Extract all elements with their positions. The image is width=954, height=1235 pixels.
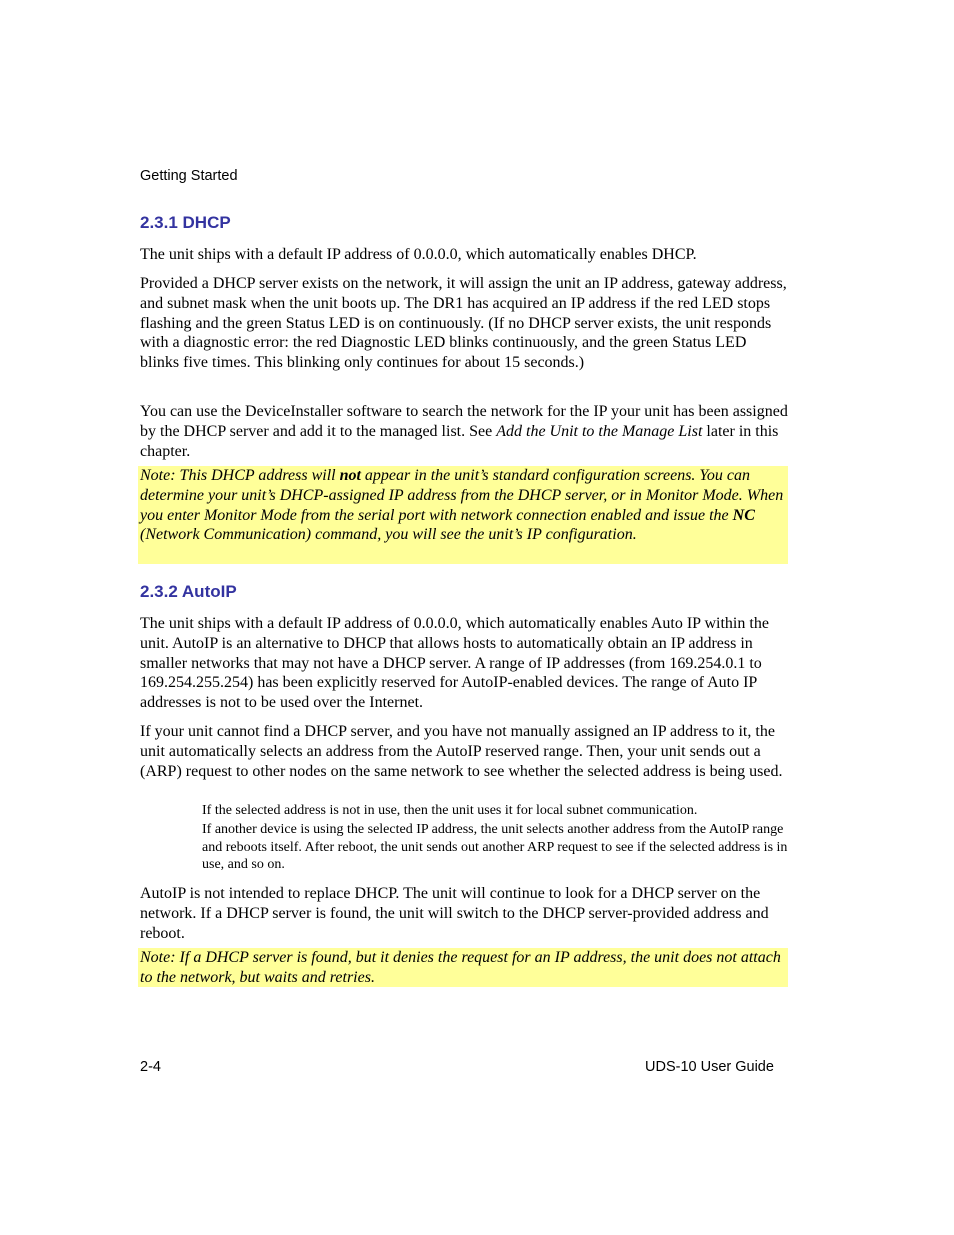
paragraph-text: You can use the DeviceInstaller software to search the network for the IP your unit has been assigned by the DHCP server and add it to the managed list. See bbox=[140, 403, 788, 440]
list-item: If the selected address is not in use, then the unit uses it for local subnet communication. bbox=[202, 803, 698, 818]
note-command: NC bbox=[732, 506, 755, 524]
cross-reference-link[interactable]: Add the Unit to the Manage List bbox=[496, 422, 703, 440]
running-header: Getting Started bbox=[140, 168, 238, 184]
document-title: UDS-10 User Guide bbox=[645, 1059, 774, 1075]
note-emphasis: not bbox=[339, 467, 361, 484]
paragraph: AutoIP is not intended to replace DHCP. The unit will continue to look for a DHCP server on the network. If a DHCP server is found, the unit will switch to the DHCP server-provided address and reboot. bbox=[140, 885, 769, 942]
paragraph: If your unit cannot find a DHCP server, and you have not manually assigned an IP address to it, the unit automatically selects an address from the AutoIP reserved range. Then, your unit sends out a (ARP) request to other nodes on the same network to see whether the selected address is being used. bbox=[140, 723, 783, 780]
page-number: 2-4 bbox=[140, 1059, 161, 1075]
list-item: If another device is using the selected IP address, the unit selects another address from the AutoIP range and reboots itself. After reboot, the unit sends out another ARP request to see if the selected address is in use, and so on. bbox=[202, 822, 788, 873]
paragraph-text: later in this chapter. bbox=[140, 422, 779, 460]
note-text: appear in the unit’s standard configuration screens. You can determine your unit’s DHCP-assigned IP address from the DHCP server, or in Monitor Mode. When you enter Monitor Mode from the serial port with network connection enabled and issue the bbox=[140, 467, 784, 524]
paragraph bbox=[140, 402, 788, 461]
section-heading-autoip: 2.3.2 AutoIP bbox=[140, 582, 237, 601]
paragraph: Provided a DHCP server exists on the network, it will assign the unit an IP address, gateway address, and subnet mask when the unit boots up. The DR1 has acquired an IP address if the red LED stops flashing and the green Status LED is on continuously. (If no DHCP server exists, the unit responds with a diagnostic error: the red Diagnostic LED blinks continuously, and the green Status LED blinks five times. This blinking only continues for about 15 seconds.) bbox=[140, 275, 787, 372]
note-highlight: Note: If a DHCP server is found, but it denies the request for an IP address, the unit does not attach to the network, but waits and retries. bbox=[138, 948, 788, 987]
paragraph: The unit ships with a default IP address of 0.0.0.0, which automatically enables Auto IP within the unit. AutoIP is an alternative to DHCP that allows hosts to automatically obtain an IP address in smaller networks that may not have a DHCP server. A range of IP addresses (from 169.254.0.1 to 169.254.255.254) has been explicitly reserved for AutoIP-enabled devices. The range of Auto IP addresses is not to be used over the Internet. bbox=[140, 615, 769, 712]
note-text: Note: This DHCP address will bbox=[140, 467, 340, 484]
note-highlight bbox=[138, 466, 788, 564]
note-text: (Network Communication) command, you will see the unit’s IP configuration. bbox=[140, 526, 637, 544]
paragraph: The unit ships with a default IP address of 0.0.0.0, which automatically enables DHCP. bbox=[140, 246, 697, 263]
section-heading-dhcp: 2.3.1 DHCP bbox=[140, 213, 231, 232]
